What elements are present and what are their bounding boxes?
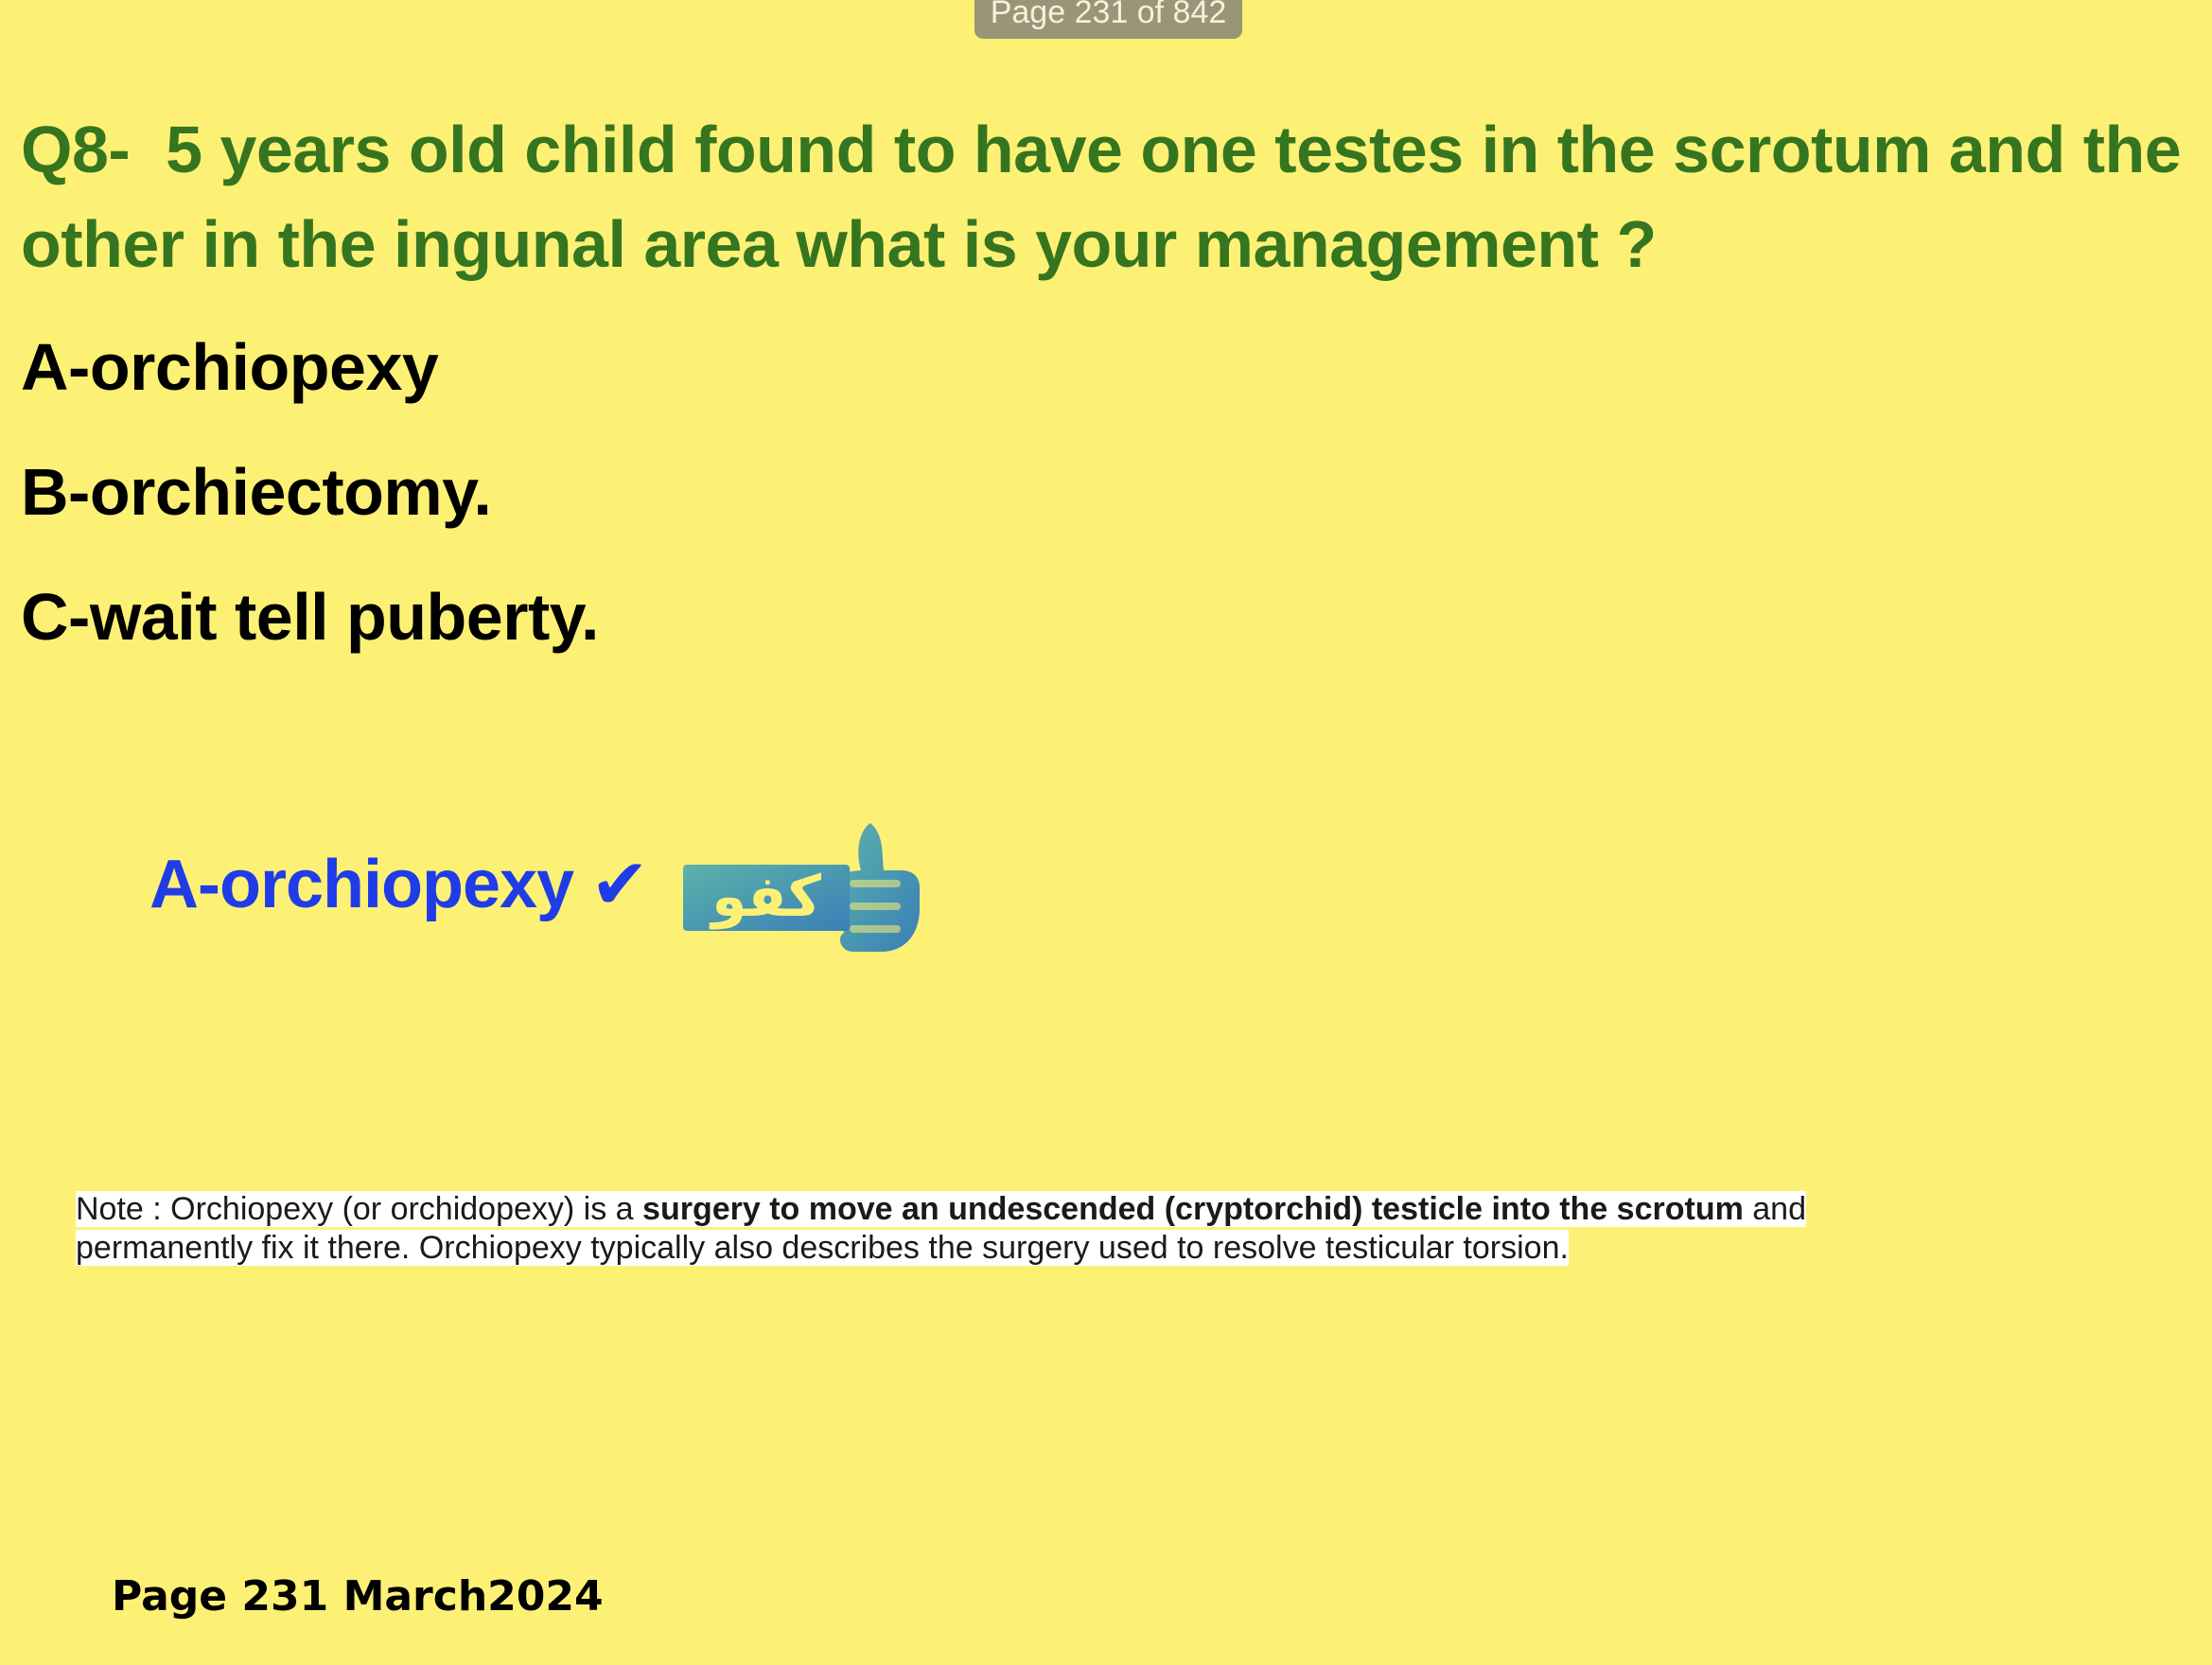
note-suffix: and permanently fix it there. Orchiopexy typically also describes the surgery used to resolve testicular torsion. (76, 1191, 1807, 1266)
checkmark-icon: ✔ (590, 844, 650, 925)
question-text: Q8- 5 years old child found to have one testes in the scrotum and the other in the ingunal area what is your management ? (21, 113, 2200, 281)
note-bold-text: surgery to move an undescended (cryptorchid) testicle into the scrotum (642, 1191, 1744, 1227)
option-b: B-orchiectomy. (21, 455, 492, 529)
option-a: A-orchiopexy (21, 330, 439, 404)
logo-text: كفو (711, 864, 821, 930)
page-number-indicator: Page 231 of 842 (974, 0, 1242, 39)
correct-answer: A-orchiopexy (149, 847, 574, 922)
explanation-note (76, 1190, 1968, 1268)
page-footer: Page 231 March2024 (112, 1572, 604, 1621)
thumbs-up-logo (681, 814, 927, 955)
answer-row (149, 814, 927, 955)
note-prefix: Note : Orchiopexy (or orchidopexy) is a (76, 1191, 643, 1227)
option-c: C-wait tell puberty. (21, 580, 599, 654)
